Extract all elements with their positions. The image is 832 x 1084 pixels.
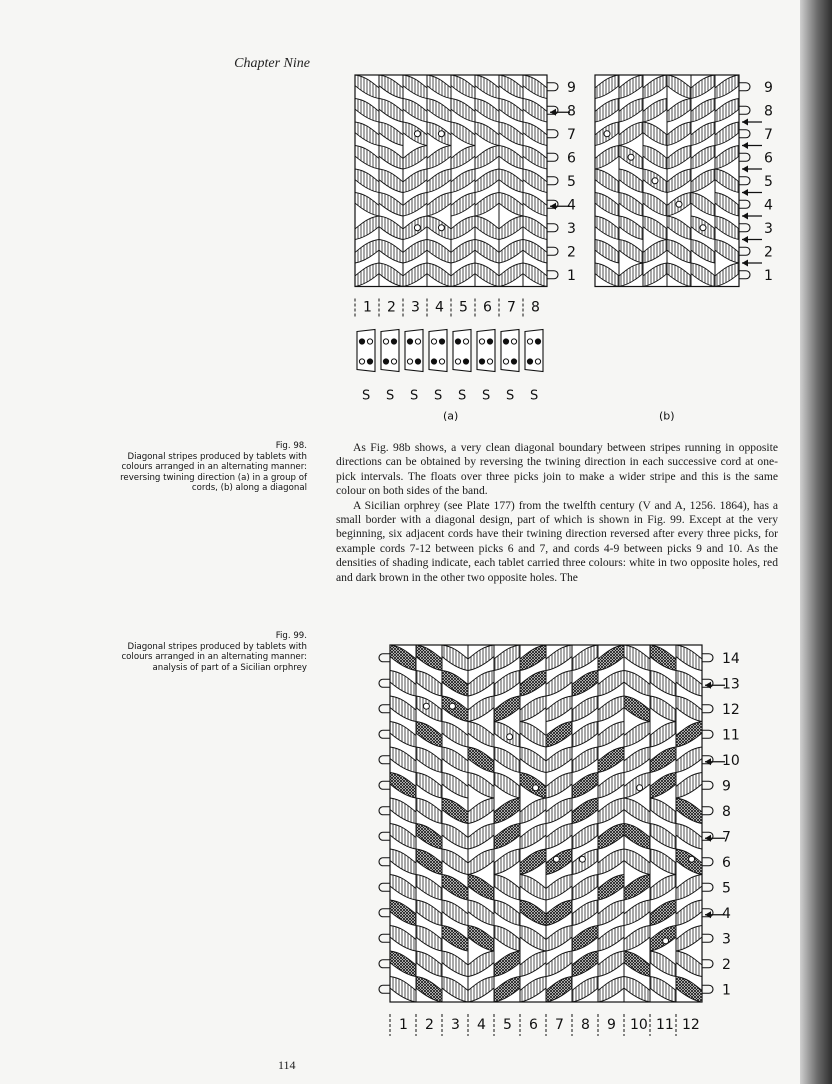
tablet xyxy=(381,330,399,372)
pick-tab xyxy=(702,858,713,866)
pick-number: 7 xyxy=(722,829,731,846)
left-pick-tab xyxy=(379,909,390,917)
left-pick-tab xyxy=(379,807,390,815)
pick-tab xyxy=(739,200,750,208)
figure-98b xyxy=(590,70,790,423)
body-text xyxy=(336,441,778,585)
left-pick-tab xyxy=(379,832,390,840)
tablet-hole xyxy=(487,359,492,364)
tablet-hole xyxy=(359,339,364,344)
subfigure-label: (b) xyxy=(659,409,675,423)
tablet-hole xyxy=(383,339,388,344)
left-pick-tab xyxy=(379,705,390,713)
fig99-caption-text: Diagonal stripes produced by tablets with colours arranged in an alternating manner: analysis of part of a Sicilian orphrey xyxy=(121,641,307,673)
pick-tab xyxy=(702,654,713,662)
tablet-hole xyxy=(487,339,492,344)
pick-tab xyxy=(702,781,713,789)
pick-tab xyxy=(702,705,713,713)
tablet-hole xyxy=(415,359,420,364)
fig98-label: Fig. 98. xyxy=(275,441,307,451)
fig99-label: Fig. 99. xyxy=(275,631,307,641)
pick-tab xyxy=(702,985,713,993)
threading-letter: S xyxy=(458,388,467,404)
tablet-hole xyxy=(391,359,396,364)
tablet-hole xyxy=(511,359,516,364)
left-pick-tab xyxy=(379,985,390,993)
tablet xyxy=(405,330,423,372)
pick-number: 4 xyxy=(567,197,576,214)
threading-letter: S xyxy=(410,388,419,404)
hole-marker xyxy=(628,154,634,160)
pick-number: 10 xyxy=(722,752,740,769)
left-pick-tab xyxy=(379,756,390,764)
hole-marker xyxy=(652,178,658,184)
pick-tab xyxy=(739,271,750,279)
cord-number: 5 xyxy=(503,1017,512,1033)
fig99-caption xyxy=(100,631,307,673)
pick-tab xyxy=(547,130,558,138)
tablet-hole xyxy=(383,359,388,364)
cord-number: 12 xyxy=(682,1017,700,1033)
tablet-hole xyxy=(463,339,468,344)
cord-number: 5 xyxy=(459,299,468,316)
direction-arrowhead xyxy=(742,166,748,173)
pick-number: 4 xyxy=(764,197,773,214)
paragraph-1: As Fig. 98b shows, a very clean diagonal boundary between stripes running in opposite directions can be obtained by reversing the twining direction in each successive cord at one-pick intervals. The floats over three picks join to make a wider stripe and this is the same colour on both sides of the band. xyxy=(336,441,778,498)
tablet-hole xyxy=(431,359,436,364)
hole-marker xyxy=(700,225,706,231)
pick-number: 7 xyxy=(567,126,576,143)
pick-tab xyxy=(702,934,713,942)
tablet xyxy=(429,330,447,372)
page-edge-shadow xyxy=(800,0,832,1084)
tablet-hole xyxy=(367,359,372,364)
cord-number: 11 xyxy=(656,1017,674,1033)
pick-number: 2 xyxy=(567,244,576,261)
tablet-hole xyxy=(439,359,444,364)
fig98-caption xyxy=(100,441,307,494)
pick-number: 14 xyxy=(722,650,740,667)
cord-number: 2 xyxy=(425,1017,434,1033)
left-pick-tab xyxy=(379,654,390,662)
pick-number: 6 xyxy=(764,150,773,167)
tablet xyxy=(357,330,375,372)
pick-tab xyxy=(739,83,750,91)
left-pick-tab xyxy=(379,934,390,942)
pick-number: 9 xyxy=(722,778,731,795)
pick-number: 8 xyxy=(567,103,576,120)
direction-arrowhead xyxy=(742,260,748,267)
direction-arrowhead xyxy=(742,213,748,220)
hole-marker xyxy=(533,785,539,791)
hole-marker xyxy=(637,785,643,791)
tablet-hole xyxy=(479,359,484,364)
pick-tab xyxy=(739,247,750,255)
cord-number: 3 xyxy=(451,1017,460,1033)
left-pick-tab xyxy=(379,781,390,789)
tablet xyxy=(525,330,543,372)
hole-marker xyxy=(438,131,444,137)
threading-letter: S xyxy=(362,388,371,404)
pick-tab xyxy=(547,177,558,185)
cord-number: 9 xyxy=(607,1017,616,1033)
direction-arrowhead xyxy=(742,189,748,196)
tablet-hole xyxy=(455,359,460,364)
tablet-hole xyxy=(527,359,532,364)
pick-tab xyxy=(739,106,750,114)
threading-letter: S xyxy=(434,388,443,404)
hole-marker xyxy=(604,131,610,137)
hole-marker xyxy=(449,703,455,709)
pick-tab xyxy=(702,730,713,738)
cord-number: 1 xyxy=(399,1017,408,1033)
cord-number: 7 xyxy=(507,299,516,316)
cord-number: 8 xyxy=(581,1017,590,1033)
cord-number: 6 xyxy=(483,299,492,316)
pick-number: 12 xyxy=(722,701,740,718)
cord-number: 4 xyxy=(435,299,444,316)
tablet xyxy=(477,330,495,372)
pick-number: 2 xyxy=(722,956,731,973)
threading-letter: S xyxy=(482,388,491,404)
pick-number: 8 xyxy=(722,803,731,820)
tablet-hole xyxy=(503,339,508,344)
tablet xyxy=(501,330,519,372)
hole-marker xyxy=(438,225,444,231)
pick-tab xyxy=(739,177,750,185)
subfigure-label: (a) xyxy=(443,409,459,423)
pick-tab xyxy=(739,153,750,161)
tablet-hole xyxy=(407,339,412,344)
hole-marker xyxy=(663,938,669,944)
hole-marker xyxy=(507,734,513,740)
pick-number: 1 xyxy=(764,267,773,284)
pick-number: 11 xyxy=(722,727,740,744)
hole-marker xyxy=(414,131,420,137)
paragraph-2: A Sicilian orphrey (see Plate 177) from the twelfth century (V and A, 1256. 1864), has a small border with a diagonal design, part of which is shown in Fig. 99. Except at the very beginning, six adjacent cords have their twining direction reversed after every three picks, for example cords 7-12 between picks 6 and 7, and cords 4-9 between picks 9 and 10. As the densities of shading indicate, each tablet carried three colours: white in two opposite holes, red and dark brown in the other two opposite holes. The xyxy=(336,498,778,584)
threading-letter: S xyxy=(386,388,395,404)
threading-letter: S xyxy=(530,388,539,404)
pick-number: 4 xyxy=(722,905,731,922)
page-number: 114 xyxy=(278,1058,296,1072)
hole-marker xyxy=(689,856,695,862)
cord-number: 7 xyxy=(555,1017,564,1033)
direction-arrowhead xyxy=(742,236,748,243)
direction-arrowhead xyxy=(742,142,748,149)
figure-99 xyxy=(365,640,775,1055)
hole-marker xyxy=(676,201,682,207)
cord-number: 2 xyxy=(387,299,396,316)
left-pick-tab xyxy=(379,730,390,738)
tablet-hole xyxy=(527,339,532,344)
cord-number: 6 xyxy=(529,1017,538,1033)
cord-number: 4 xyxy=(477,1017,486,1033)
cord-number: 3 xyxy=(411,299,420,316)
tablet-hole xyxy=(479,339,484,344)
tablet-hole xyxy=(367,339,372,344)
pick-number: 6 xyxy=(722,854,731,871)
pick-number: 5 xyxy=(722,880,731,897)
tablet-hole xyxy=(407,359,412,364)
left-pick-tab xyxy=(379,858,390,866)
pick-tab xyxy=(547,271,558,279)
pick-number: 2 xyxy=(764,244,773,261)
pick-number: 3 xyxy=(722,931,731,948)
cord-number: 8 xyxy=(531,299,540,316)
tablet-hole xyxy=(535,359,540,364)
tablet-hole xyxy=(359,359,364,364)
hole-marker xyxy=(579,856,585,862)
direction-arrowhead xyxy=(742,119,748,126)
pick-number: 5 xyxy=(567,173,576,190)
threading-letter: S xyxy=(506,388,515,404)
pick-tab xyxy=(702,807,713,815)
pick-number: 6 xyxy=(567,150,576,167)
pick-number: 7 xyxy=(764,126,773,143)
tablet xyxy=(453,330,471,372)
figure-98a xyxy=(345,70,576,423)
pick-tab xyxy=(547,153,558,161)
pick-number: 1 xyxy=(567,267,576,284)
pick-number: 5 xyxy=(764,173,773,190)
pick-tab xyxy=(547,224,558,232)
cord-number: 10 xyxy=(630,1017,648,1033)
left-pick-tab xyxy=(379,960,390,968)
tablet-hole xyxy=(455,339,460,344)
left-pick-tab xyxy=(379,883,390,891)
tablet-hole xyxy=(415,339,420,344)
pick-number: 9 xyxy=(567,79,576,96)
pick-tab xyxy=(547,83,558,91)
tablet-hole xyxy=(535,339,540,344)
hole-marker xyxy=(414,225,420,231)
tablet-hole xyxy=(391,339,396,344)
hole-marker xyxy=(423,703,429,709)
pick-tab xyxy=(739,130,750,138)
tablet-hole xyxy=(503,359,508,364)
pick-tab xyxy=(739,224,750,232)
pick-tab xyxy=(702,960,713,968)
pick-tab xyxy=(547,247,558,255)
pick-number: 8 xyxy=(764,103,773,120)
pick-number: 3 xyxy=(764,220,773,237)
pick-number: 1 xyxy=(722,982,731,999)
chapter-heading: Chapter Nine xyxy=(234,56,310,71)
tablet-hole xyxy=(463,359,468,364)
pick-number: 9 xyxy=(764,79,773,96)
pick-number: 13 xyxy=(722,676,740,693)
tablet-hole xyxy=(511,339,516,344)
pick-tab xyxy=(702,883,713,891)
tablet-hole xyxy=(439,339,444,344)
hole-marker xyxy=(553,856,559,862)
tablet-hole xyxy=(431,339,436,344)
pick-number: 3 xyxy=(567,220,576,237)
cord-number: 1 xyxy=(363,299,372,316)
left-pick-tab xyxy=(379,679,390,687)
fig98-caption-text: Diagonal stripes produced by tablets with colours arranged in an alternating manner: reversing twining direction (a) in a group of cords, (b) along a diagonal xyxy=(120,451,307,494)
